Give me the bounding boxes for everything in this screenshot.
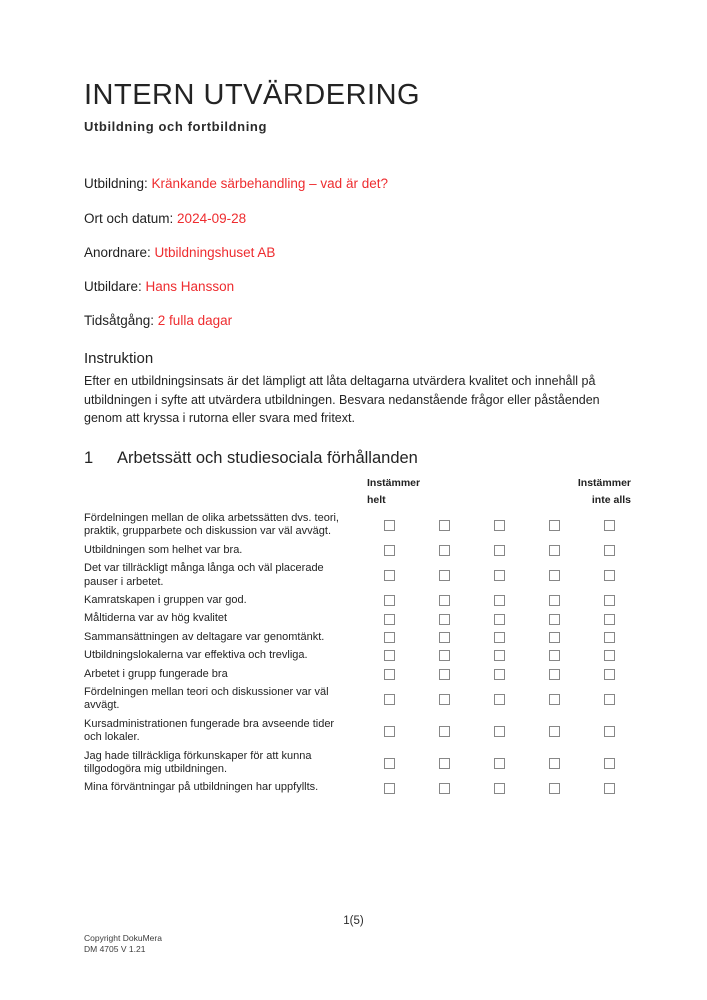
statement-text: Måltiderna var av hög kvalitet bbox=[84, 612, 228, 625]
rating-checkbox[interactable] bbox=[494, 614, 505, 625]
rating-checkbox[interactable] bbox=[604, 694, 615, 705]
rating-checkbox[interactable] bbox=[384, 614, 395, 625]
rating-checkbox[interactable] bbox=[494, 783, 505, 794]
rating-cell bbox=[417, 595, 472, 606]
scale-label-agree-line2: helt bbox=[367, 494, 386, 507]
rating-cell bbox=[582, 614, 637, 625]
page-title: INTERN UTVÄRDERING bbox=[84, 79, 421, 111]
rating-checkbox[interactable] bbox=[604, 783, 615, 794]
rating-checkbox[interactable] bbox=[604, 650, 615, 661]
rating-cell bbox=[417, 758, 472, 769]
rating-cell bbox=[527, 570, 582, 581]
rating-cell bbox=[472, 520, 527, 531]
rating-cell bbox=[582, 650, 637, 661]
rating-cell bbox=[417, 726, 472, 737]
rating-checkbox[interactable] bbox=[384, 726, 395, 737]
statement-text: Fördelningen mellan teori och diskussioner var väl avvägt. bbox=[84, 685, 329, 712]
scale-label-agree-line1: Instämmer bbox=[367, 477, 421, 490]
statement-text: Utbildningen som helhet var bra. bbox=[84, 543, 243, 556]
rating-cell bbox=[582, 632, 637, 643]
rating-cell bbox=[472, 595, 527, 606]
rating-checkbox[interactable] bbox=[494, 694, 505, 705]
rating-checkbox[interactable] bbox=[549, 614, 560, 625]
rating-cell bbox=[582, 545, 637, 556]
rating-cell bbox=[527, 783, 582, 794]
rating-checkbox[interactable] bbox=[604, 632, 615, 643]
statement-text: Kursadministrationen fungerade bra avseende tider och lokaler. bbox=[84, 717, 335, 744]
rating-checkbox[interactable] bbox=[549, 758, 560, 769]
rating-cell bbox=[582, 520, 637, 531]
rating-cell bbox=[362, 614, 417, 625]
statement-text: Det var tillräckligt många långa och väl placerade pauser i arbetet. bbox=[84, 562, 324, 588]
rating-cell bbox=[362, 570, 417, 581]
rating-cell bbox=[527, 595, 582, 606]
rating-rows bbox=[84, 509, 637, 797]
rating-checkbox[interactable] bbox=[384, 783, 395, 794]
table-row bbox=[84, 591, 637, 609]
document-content bbox=[84, 0, 640, 797]
statement-text: Arbetet i grupp fungerade bra bbox=[84, 667, 228, 680]
rating-checkbox[interactable] bbox=[604, 758, 615, 769]
rating-checkbox[interactable] bbox=[439, 545, 450, 556]
rating-checkbox[interactable] bbox=[439, 632, 450, 643]
field-label: Utbildare: bbox=[84, 278, 146, 294]
rating-checkbox[interactable] bbox=[494, 595, 505, 606]
scale-labels bbox=[362, 475, 637, 509]
rating-checkbox[interactable] bbox=[549, 632, 560, 643]
rating-cell bbox=[472, 570, 527, 581]
rating-checkbox[interactable] bbox=[439, 758, 450, 769]
rating-checkbox[interactable] bbox=[549, 595, 560, 606]
table-row bbox=[84, 683, 637, 715]
rating-cell bbox=[472, 694, 527, 705]
rating-checkbox[interactable] bbox=[439, 520, 450, 531]
table-row bbox=[84, 628, 637, 646]
rating-checkbox[interactable] bbox=[604, 726, 615, 737]
rating-checkbox[interactable] bbox=[439, 614, 450, 625]
table-row bbox=[84, 665, 637, 683]
field-list bbox=[84, 176, 640, 329]
statement-text: Sammansättningen av deltagare var genomtänkt. bbox=[84, 630, 325, 643]
rating-checkbox[interactable] bbox=[494, 726, 505, 737]
table-row bbox=[84, 541, 637, 559]
field-row bbox=[84, 176, 640, 192]
table-row bbox=[84, 715, 637, 747]
rating-checkbox[interactable] bbox=[384, 669, 395, 680]
rating-checkbox[interactable] bbox=[439, 570, 450, 581]
field-value[interactable]: 2 fulla dagar bbox=[157, 313, 233, 329]
rating-checkbox[interactable] bbox=[549, 545, 560, 556]
table-row bbox=[84, 509, 637, 541]
rating-checkbox[interactable] bbox=[384, 570, 395, 581]
rating-table bbox=[84, 475, 637, 797]
rating-checkbox[interactable] bbox=[384, 595, 395, 606]
rating-checkbox[interactable] bbox=[384, 758, 395, 769]
statement-text: Utbildningslokalerna var effektiva och trevliga. bbox=[84, 649, 308, 662]
rating-checkbox[interactable] bbox=[439, 694, 450, 705]
field-row bbox=[84, 279, 640, 295]
rating-checkbox[interactable] bbox=[604, 669, 615, 680]
table-row bbox=[84, 747, 637, 779]
table-row bbox=[84, 647, 637, 665]
rating-checkbox[interactable] bbox=[494, 545, 505, 556]
rating-checkbox[interactable] bbox=[549, 694, 560, 705]
rating-checkbox[interactable] bbox=[549, 520, 560, 531]
rating-cell bbox=[527, 632, 582, 643]
rating-cell bbox=[362, 669, 417, 680]
rating-checkbox[interactable] bbox=[549, 783, 560, 794]
rating-cell bbox=[472, 726, 527, 737]
rating-cell bbox=[417, 694, 472, 705]
rating-checkbox[interactable] bbox=[604, 520, 615, 531]
field-label: Utbildning: bbox=[84, 176, 152, 192]
rating-cell bbox=[582, 669, 637, 680]
rating-cell bbox=[362, 632, 417, 643]
rating-cell bbox=[472, 783, 527, 794]
section-title: Arbetssätt och studiesociala förhållanden bbox=[117, 449, 418, 468]
rating-cell bbox=[417, 783, 472, 794]
field-label: Ort och datum: bbox=[84, 210, 178, 226]
table-row bbox=[84, 560, 637, 592]
rating-checkbox[interactable] bbox=[494, 570, 505, 581]
rating-checkbox[interactable] bbox=[494, 632, 505, 643]
rating-checkbox[interactable] bbox=[439, 669, 450, 680]
rating-cell bbox=[527, 726, 582, 737]
rating-cell bbox=[527, 545, 582, 556]
field-label: Anordnare: bbox=[84, 244, 155, 260]
rating-cell bbox=[362, 650, 417, 661]
rating-cell bbox=[527, 650, 582, 661]
field-value[interactable]: Kränkande särbehandling – vad är det? bbox=[151, 176, 388, 192]
rating-checkbox[interactable] bbox=[494, 520, 505, 531]
statement-text: Jag hade tillräckliga förkunskaper för att kunna tillgodogöra mig utbildningen. bbox=[84, 749, 312, 775]
page-number: 1(5) bbox=[343, 915, 364, 927]
field-row bbox=[84, 313, 640, 329]
rating-cell bbox=[472, 545, 527, 556]
rating-checkbox[interactable] bbox=[439, 783, 450, 794]
rating-checkbox[interactable] bbox=[549, 669, 560, 680]
rating-checkbox[interactable] bbox=[494, 758, 505, 769]
field-value[interactable]: Utbildningshuset AB bbox=[154, 244, 276, 260]
rating-cell bbox=[582, 694, 637, 705]
section-heading bbox=[84, 449, 640, 468]
rating-checkbox[interactable] bbox=[384, 632, 395, 643]
rating-cell bbox=[362, 595, 417, 606]
rating-cell bbox=[362, 694, 417, 705]
rating-checkbox[interactable] bbox=[549, 650, 560, 661]
rating-scale-header bbox=[84, 475, 637, 509]
rating-cell bbox=[582, 570, 637, 581]
rating-cell bbox=[582, 726, 637, 737]
rating-cell bbox=[582, 595, 637, 606]
scale-label-disagree-line2: inte alls bbox=[591, 494, 631, 507]
rating-cell bbox=[527, 694, 582, 705]
rating-cell bbox=[417, 650, 472, 661]
rating-cell bbox=[472, 632, 527, 643]
statement-text: Mina förväntningar på utbildningen har uppfyllts. bbox=[84, 781, 319, 794]
rating-checkbox[interactable] bbox=[494, 650, 505, 661]
rating-checkbox[interactable] bbox=[604, 595, 615, 606]
rating-cell bbox=[417, 669, 472, 680]
statement-text: Fördelningen mellan de olika arbetssätten dvs. teori, praktik, grupparbete och diskussion var väl avvägt. bbox=[84, 511, 339, 538]
field-value[interactable]: 2024-09-28 bbox=[177, 210, 247, 226]
footer-copyright-line2: DM 4705 V 1.21 bbox=[84, 944, 146, 955]
rating-checkbox[interactable] bbox=[384, 520, 395, 531]
section-number: 1 bbox=[84, 449, 94, 468]
rating-checkbox[interactable] bbox=[604, 570, 615, 581]
rating-checkbox[interactable] bbox=[604, 545, 615, 556]
scale-label-disagree bbox=[578, 475, 637, 509]
statement-column-spacer bbox=[84, 475, 362, 509]
rating-cell bbox=[417, 614, 472, 625]
rating-checkbox[interactable] bbox=[439, 650, 450, 661]
rating-cell bbox=[472, 758, 527, 769]
table-row bbox=[84, 610, 637, 628]
rating-checkbox[interactable] bbox=[549, 726, 560, 737]
rating-cell bbox=[417, 570, 472, 581]
rating-checkbox[interactable] bbox=[384, 650, 395, 661]
rating-checkbox[interactable] bbox=[604, 614, 615, 625]
field-row bbox=[84, 245, 640, 261]
page-subtitle: Utbildning och fortbildning bbox=[84, 119, 267, 135]
rating-cell bbox=[472, 669, 527, 680]
rating-cell bbox=[362, 545, 417, 556]
rating-checkbox[interactable] bbox=[384, 694, 395, 705]
rating-cell bbox=[362, 520, 417, 531]
field-label: Tidsåtgång: bbox=[84, 313, 158, 329]
rating-cell bbox=[527, 758, 582, 769]
rating-cell bbox=[527, 669, 582, 680]
rating-cell bbox=[417, 520, 472, 531]
field-value[interactable]: Hans Hansson bbox=[145, 278, 235, 294]
rating-cell bbox=[582, 758, 637, 769]
instruction-body: Efter en utbildningsinsats är det lämpligt att låta deltagarna utvärdera kvalitet och innehåll på utbildningen i syfte att utvärdera utbildningen. Besvara nedanstående frågor eller påståenden genom att kryssa i rutorna eller svara med fritext. bbox=[84, 374, 600, 426]
rating-cell bbox=[527, 614, 582, 625]
rating-cell bbox=[362, 783, 417, 794]
rating-checkbox[interactable] bbox=[384, 545, 395, 556]
rating-cell bbox=[362, 758, 417, 769]
footer-copyright bbox=[84, 933, 162, 955]
rating-cell bbox=[417, 545, 472, 556]
rating-cell bbox=[472, 650, 527, 661]
statement-text: Kamratskapen i gruppen var god. bbox=[84, 593, 247, 606]
scale-label-agree bbox=[362, 475, 420, 509]
rating-cell bbox=[472, 614, 527, 625]
scale-label-disagree-line1: Instämmer bbox=[577, 477, 631, 490]
table-row bbox=[84, 779, 637, 797]
rating-checkbox[interactable] bbox=[549, 570, 560, 581]
rating-cell bbox=[362, 726, 417, 737]
footer-copyright-line1: Copyright DokuMera bbox=[84, 933, 162, 943]
rating-cell bbox=[582, 783, 637, 794]
rating-checkbox[interactable] bbox=[439, 726, 450, 737]
rating-checkbox[interactable] bbox=[439, 595, 450, 606]
rating-cell bbox=[527, 520, 582, 531]
rating-checkbox[interactable] bbox=[494, 669, 505, 680]
instruction-heading: Instruktion bbox=[84, 350, 154, 368]
rating-cell bbox=[417, 632, 472, 643]
field-row bbox=[84, 211, 640, 227]
